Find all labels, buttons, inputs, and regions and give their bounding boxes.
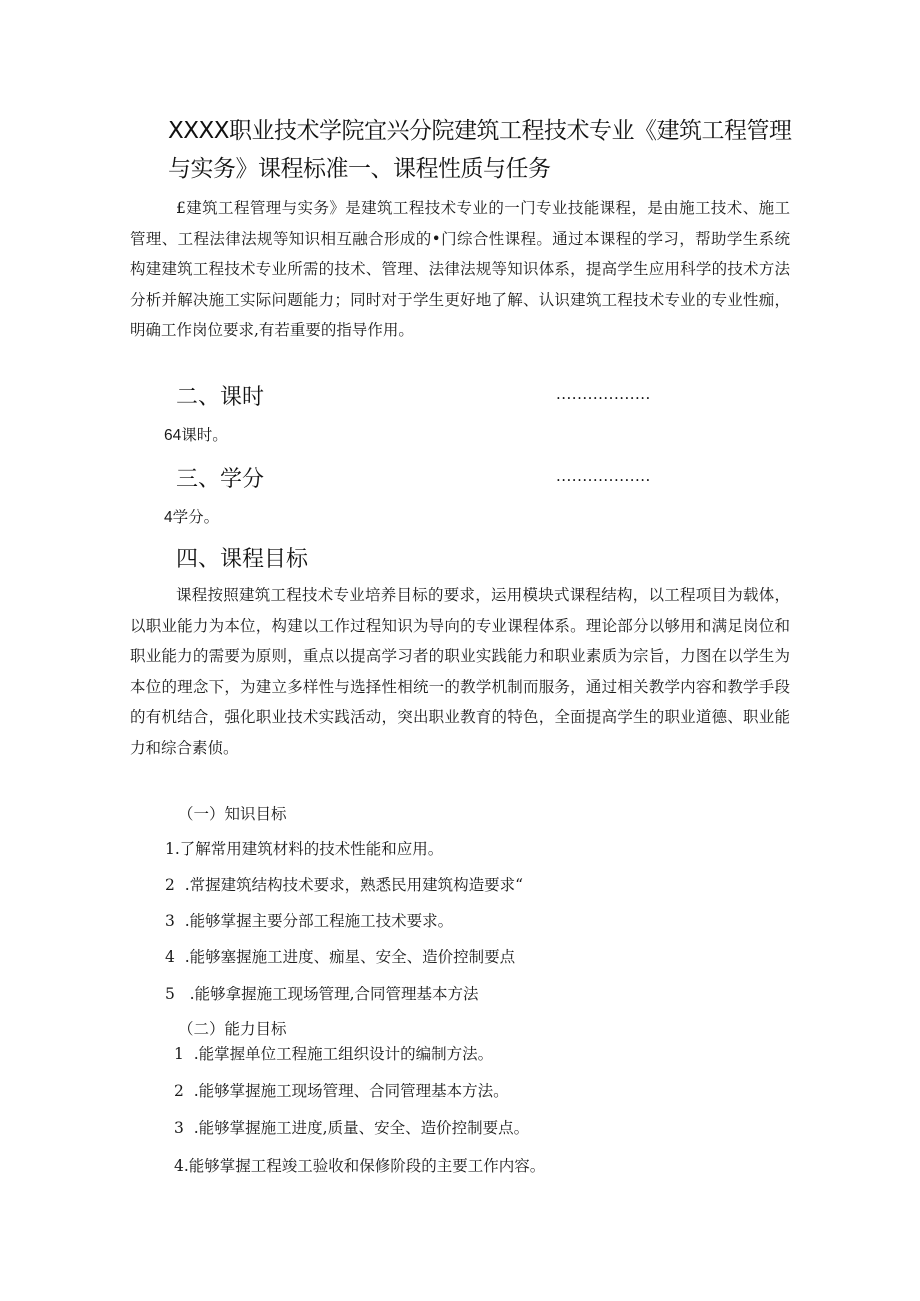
dot-leader: .................. [556, 385, 651, 403]
credits-text: 4学分。 [164, 509, 220, 526]
hours-text: 64课时。 [164, 427, 228, 444]
objectives-paragraph: 课程按照建筑工程技术专业培养目标的要求，运用模块式课程结构，以工程项目为载体，以职业能力为本位，构建以工作过程知识为导向的专业课程体系。理论部分以够用和满足岗位和职业能力的需要为原则，重点以提高学习者的职业实践能力和职业素质为宗旨，力图在以学生为本位的理念下，为建立多样性与选择性相统一的教学机制而服务，通过相关教学内容和教学手段的有机结合，强化职业技术实践活动，突出职业教育的特色，全面提高学生的职业道德、职业能力和综合素侦。 [130, 586, 790, 757]
knowledge-item: 4 .能够塞握施工进度、痂星、安全、造价控制要点 [165, 948, 516, 966]
ability-item: 1 .能掌握单位工程施工组织设计的编制方法。 [174, 1045, 494, 1063]
subheading-knowledge: （一）知识目标 [178, 805, 287, 823]
knowledge-item: 5 .能够拿握施工现场管理,合同管理基本方法 [165, 985, 479, 1003]
ability-item: 3 .能够掌握施工进度,质量、安全、造价控制要点。 [174, 1119, 530, 1137]
document-title: XXXX职业技术学院宜兴分院建筑工程技术专业《建筑工程管理与实务》课程标准一、课程性质与任务 [168, 118, 792, 182]
subheading-ability: （二）能力目标 [178, 1020, 287, 1038]
intro-paragraph: £建筑工程管理与实务》是建筑工程技术专业的一门专业技能课程，是由施工技术、施工管理、工程法律法规等知识相互融合形成的•门综合性课程。通过本课程的学习，帮助学生系统构建建筑工程技术专业所需的技术、管理、法律法规等知识体系，提高学生应用科学的技术方法分析并解决施工实际问题能力；同时对于学生更好地了解、认识建筑工程技术专业的专业性痂，明确工作岗位要求,有若重要的指导作用。 [130, 199, 790, 339]
knowledge-item: 2 .常握建筑结构技术要求，熟悉民用建筑构造要求“ [165, 876, 524, 894]
knowledge-item: 3 .能够掌握主要分部工程施工技术要求。 [165, 912, 454, 930]
section-heading-credits: 三、学分 [176, 467, 265, 492]
knowledge-item: 1.了解常用建筑材料的技术性能和应用。 [165, 840, 444, 858]
section-heading-hours: 二、课时 [176, 385, 265, 410]
ability-item: 2 .能够掌握施工现场管理、合同管理基本方法。 [174, 1082, 509, 1100]
section-heading-objectives: 四、课程目标 [176, 547, 309, 572]
ability-item: 4.能够掌握工程竣工验收和保修阶段的主要工作内容。 [174, 1157, 546, 1175]
dot-leader: .................. [556, 467, 651, 485]
